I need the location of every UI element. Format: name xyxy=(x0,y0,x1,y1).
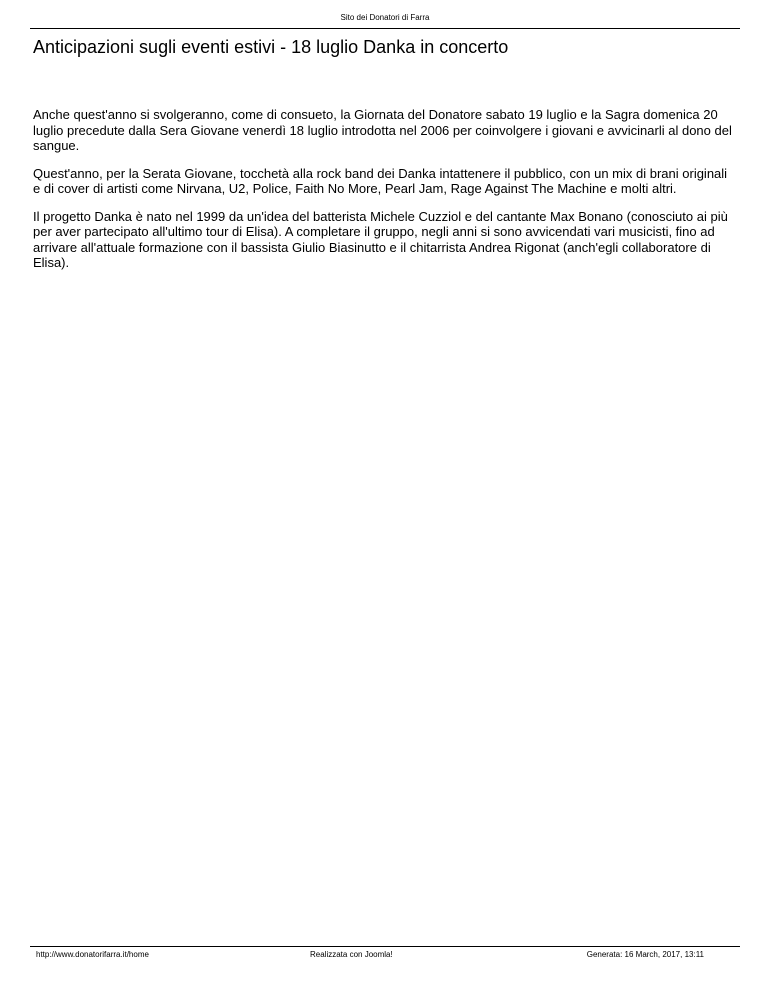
footer-url-link[interactable]: http://www.donatorifarra.it/home xyxy=(36,950,149,959)
header-divider xyxy=(30,28,740,29)
footer-generated-timestamp: Generata: 16 March, 2017, 13:11 xyxy=(586,950,704,959)
article-paragraph: Il progetto Danka è nato nel 1999 da un'idea del batterista Michele Cuzziol e del cantante Max Bonano (conosciuto ai più per aver partecipato all'ultimo tour di Elisa). A completare il gruppo, negli anni si sono avvicendati vari musicisti, fino ad arrivare all'attuale formazione con il bassista Giulio Biasinutto e il chitarrista Andrea Rigonat (anch'egli collaboratore di Elisa). xyxy=(33,208,728,270)
article-paragraph: Anche quest'anno si svolgeranno, come di consueto, la Giornata del Donatore sabato 19 luglio e la Sagra domenica 20 luglio precedute dalla Sera Giovane venerdì 18 luglio introdotta nel 2006 per coinvolgere i giovani e avvicinarli al dono del sangue. xyxy=(33,107,732,153)
article-title: Anticipazioni sugli eventi estivi - 18 luglio Danka in concerto xyxy=(33,37,509,57)
footer-divider xyxy=(30,946,740,947)
page-header xyxy=(30,12,740,24)
site-title: Sito dei Donatori di Farra xyxy=(340,13,430,22)
article-paragraph: Quest'anno, per la Serata Giovane, tocchetà alla rock band dei Danka intattenere il pubblico, con un mix di brani originali e di cover di artisti come Nirvana, U2, Police, Faith No More, Pearl Jam, Rage Against The Machine e molti altri. xyxy=(33,165,728,196)
page-footer xyxy=(36,949,704,961)
footer-credit: Realizzata con Joomla! xyxy=(310,950,393,959)
article-body xyxy=(33,107,733,283)
